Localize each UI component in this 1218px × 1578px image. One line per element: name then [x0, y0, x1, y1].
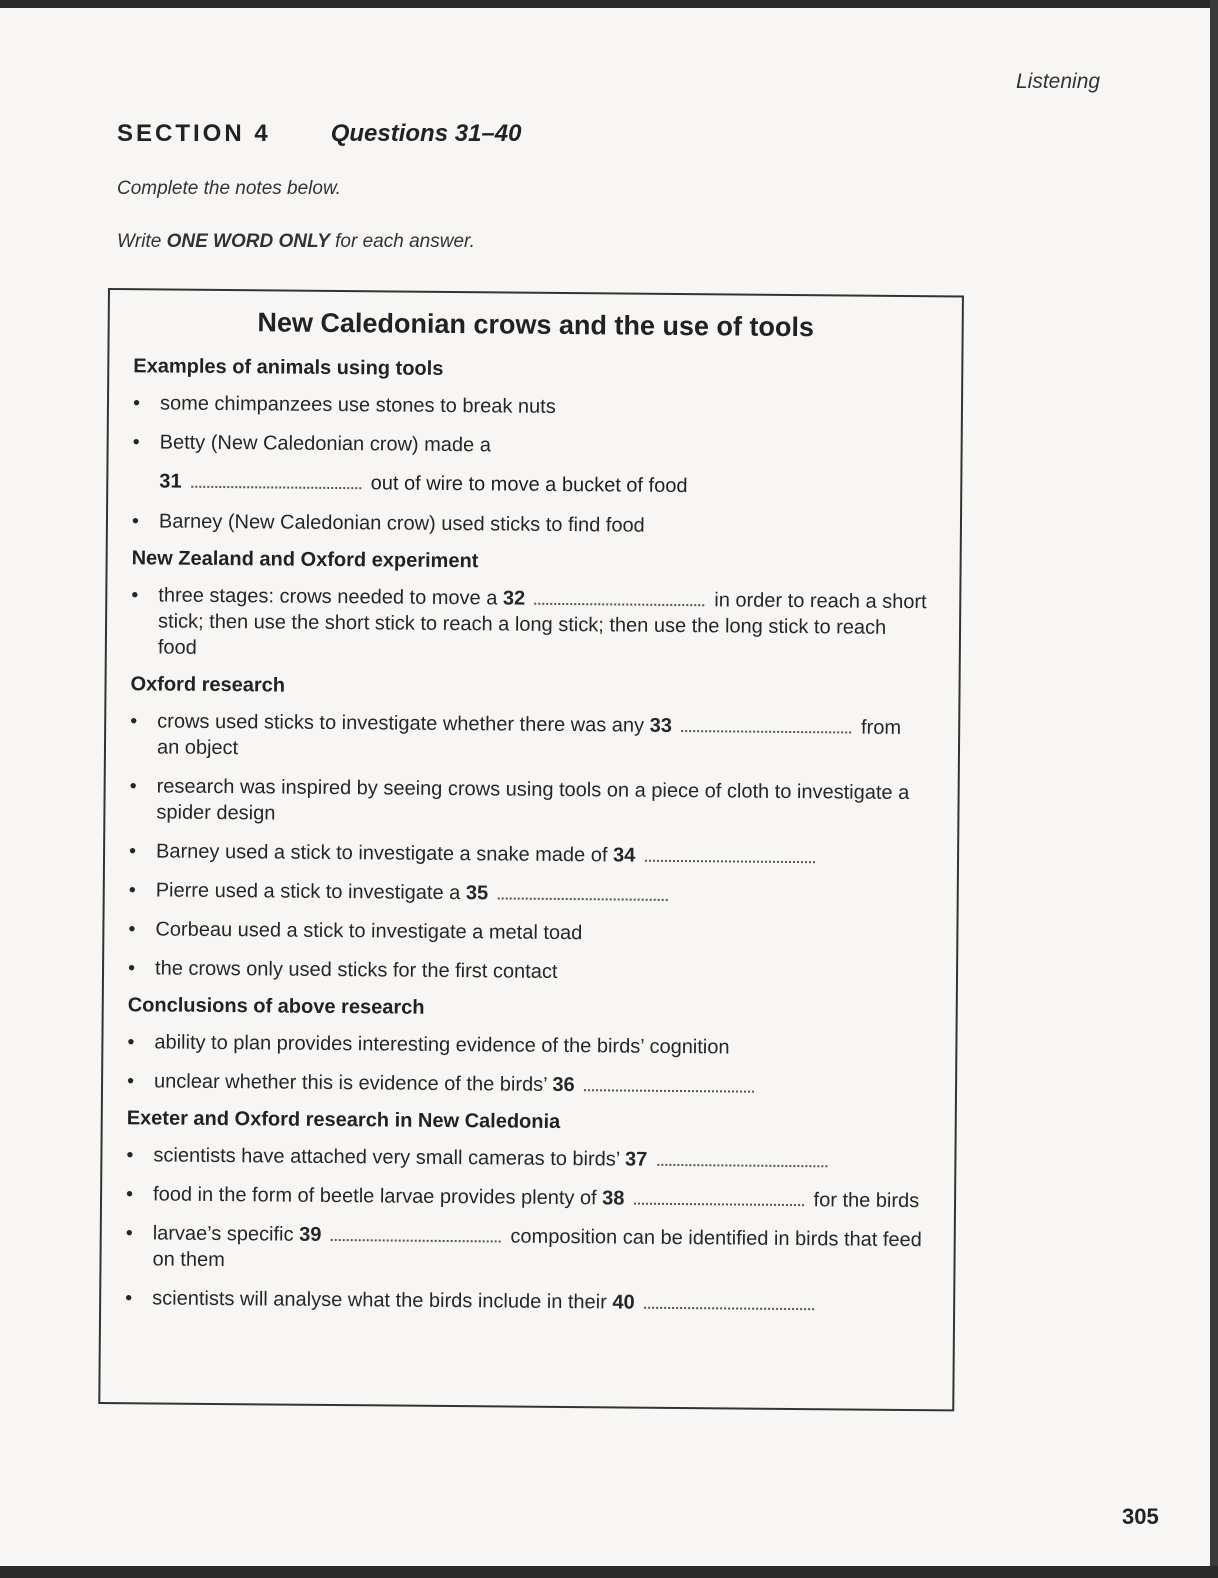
q40-pre: scientists will analyse what the birds include in their — [152, 1287, 607, 1314]
list-item — [125, 1220, 953, 1279]
q32-post: in order to reach a short stick; then use the short stick to reach a long stick; then use the long stick to reach food — [157, 589, 927, 659]
section-label: SECTION 4 — [117, 120, 271, 147]
page-bottom-edge — [0, 1566, 1218, 1578]
answer-blank-37[interactable] — [657, 1163, 827, 1167]
question-number-34: 34 — [612, 844, 636, 867]
q38-pre: food in the form of beetle larvae provides plenty of — [152, 1183, 597, 1210]
questions-label: Questions 31–40 — [330, 120, 522, 147]
list-item — [129, 838, 957, 871]
question-number-38: 38 — [602, 1187, 625, 1210]
answer-blank-40[interactable] — [644, 1306, 814, 1310]
page-right-edge — [1210, 0, 1218, 1578]
q39-post: composition can be identified in birds that feed on them — [152, 1225, 922, 1272]
list-item: • Betty (New Caledonian crow) made a — [133, 429, 961, 462]
q34-pre: Barney used a stick to investigate a snake made of — [155, 840, 608, 867]
list-item — [131, 582, 960, 667]
answer-blank-38[interactable] — [634, 1202, 804, 1206]
question-31-text: out of wire to move a bucket of food — [370, 472, 688, 498]
heading-nz-oxford: New Zealand and Oxford experiment — [131, 547, 479, 573]
bullet-list-exeter-oxford — [101, 1142, 954, 1318]
question-number-32: 32 — [502, 587, 526, 610]
list-item: • the crows only used sticks for the first contact — [128, 955, 956, 988]
bullet-list-oxford-research — [104, 708, 958, 988]
notes-box — [98, 288, 964, 1411]
list-item — [130, 708, 958, 767]
q33-post: from an object — [156, 716, 902, 760]
list-item — [125, 1285, 953, 1318]
instruction-word-limit — [117, 231, 475, 253]
q37-pre: scientists have attached very small cameras to birds’ — [153, 1144, 620, 1171]
list-item — [126, 1142, 954, 1175]
list-item — [126, 1181, 954, 1214]
list-item: • Barney (New Caledonian crow) used sticks to find food — [132, 508, 960, 541]
q33-pre: crows used sticks to investigate whether there was any — [157, 710, 645, 737]
q38-post: for the birds — [813, 1189, 920, 1213]
answer-blank-35[interactable] — [498, 896, 668, 900]
list-item — [127, 1068, 955, 1101]
question-number-31: 31 — [159, 470, 182, 493]
list-item — [129, 877, 957, 910]
instruction-post: for each answer. — [329, 231, 475, 252]
heading-oxford-research: Oxford research — [130, 673, 286, 697]
section-header — [117, 120, 521, 148]
bullet-list-conclusions — [103, 1029, 956, 1101]
instruction-bold: ONE WORD ONLY — [166, 231, 330, 252]
bullet-list-examples-cont — [108, 508, 960, 541]
answer-blank-34[interactable] — [645, 859, 815, 863]
heading-examples: Examples of animals using tools — [133, 355, 444, 380]
q32-pre: three stages: crows needed to move a — [158, 584, 498, 610]
bullet-list-nz-oxford — [107, 582, 960, 667]
question-number-37: 37 — [625, 1148, 648, 1171]
page-number: 305 — [1122, 1504, 1159, 1529]
list-item: • ability to plan provides interesting evidence of the birds’ cognition — [127, 1029, 955, 1062]
running-head: Listening — [1016, 70, 1101, 93]
q36-pre: unclear whether this is evidence of the birds’ — [153, 1070, 547, 1096]
heading-exeter-oxford: Exeter and Oxford research in New Caledonia — [126, 1107, 561, 1133]
bullet-list-examples — [109, 390, 962, 462]
q35-pre: Pierre used a stick to investigate a — [155, 879, 461, 905]
heading-conclusions: Conclusions of above research — [127, 994, 425, 1019]
notes-title: New Caledonian crows and the use of tools — [257, 307, 815, 343]
question-31-line — [159, 468, 960, 501]
question-number-36: 36 — [552, 1073, 575, 1097]
answer-blank-33[interactable] — [681, 729, 851, 733]
answer-blank-32[interactable] — [535, 602, 705, 606]
question-number-35: 35 — [465, 882, 489, 905]
list-item: • some chimpanzees use stones to break nuts — [133, 390, 961, 423]
q39-pre: larvae’s specific — [152, 1222, 294, 1246]
page-top-edge — [0, 0, 1218, 8]
answer-blank-39[interactable] — [331, 1238, 501, 1242]
question-number-40: 40 — [612, 1291, 635, 1314]
instruction-complete-notes: Complete the notes below. — [117, 178, 341, 199]
question-number-33: 33 — [649, 714, 673, 737]
list-item: • Corbeau used a stick to investigate a metal toad — [128, 916, 956, 949]
answer-blank-36[interactable] — [584, 1088, 754, 1092]
question-number-39: 39 — [299, 1223, 322, 1246]
instruction-pre: Write — [117, 231, 167, 252]
list-item: • research was inspired by seeing crows using tools on a piece of cloth to investigate a spider design — [129, 773, 957, 832]
answer-blank-31[interactable] — [191, 485, 361, 489]
